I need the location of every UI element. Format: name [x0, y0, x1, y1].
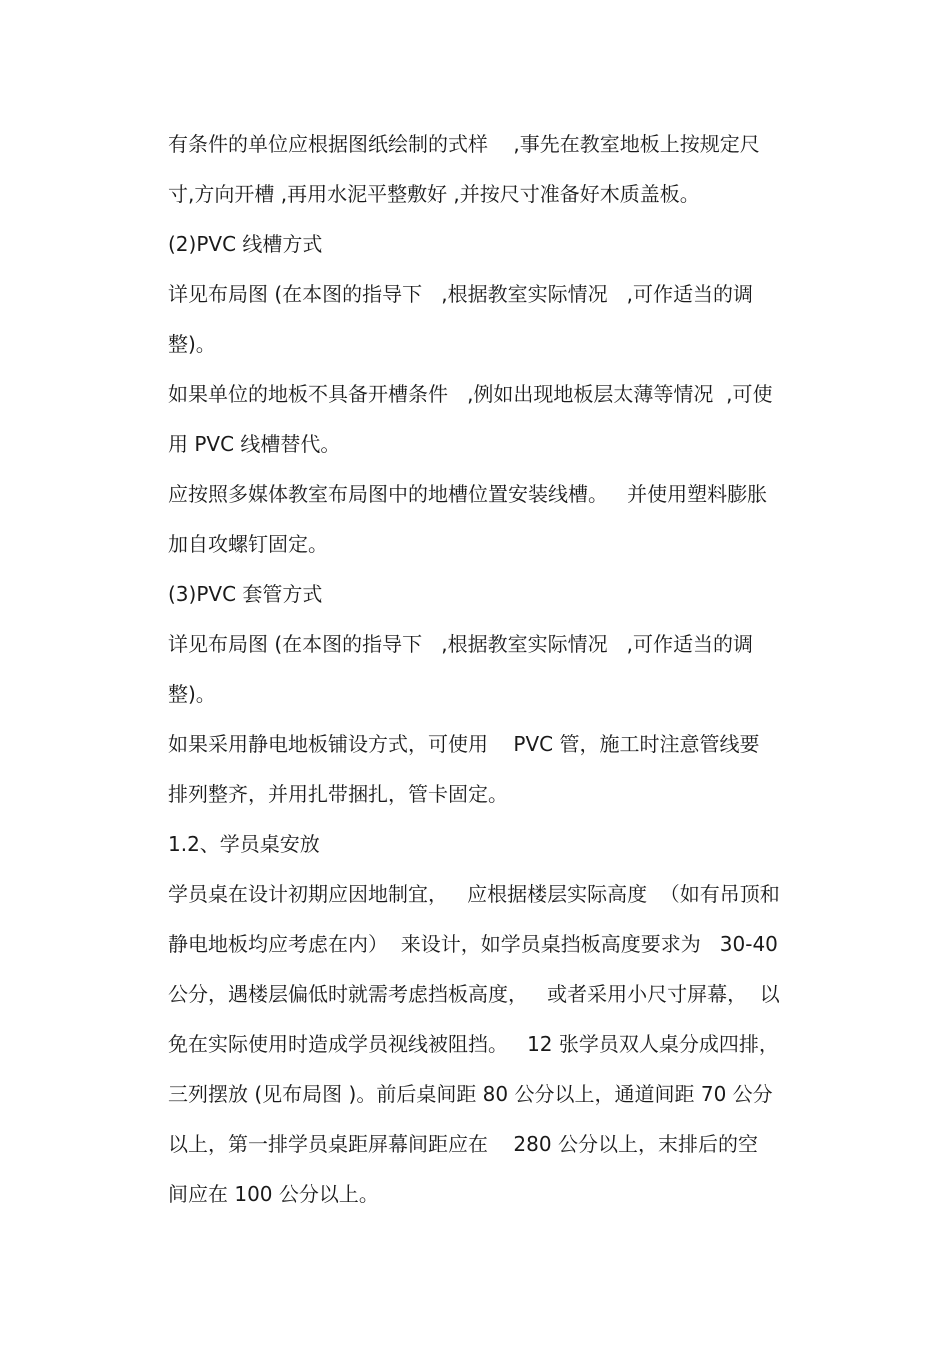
text-line: 详见布局图 (在本图的指导下 ,根据教室实际情况 ,可作适当的调 [168, 632, 754, 656]
text-line: 如果采用静电地板铺设方式，可使用 PVC 管，施工时注意管线要 [168, 732, 760, 756]
section-heading: (2)PVC 线槽方式 [168, 232, 323, 256]
section-heading: 1.2、学员桌安放 [168, 832, 320, 856]
text-line: 如果单位的地板不具备开槽条件 ,例如出现地板层太薄等情况 ,可使 [168, 382, 773, 406]
text-line: 用 PVC 线槽替代。 [168, 432, 341, 456]
text-line: 学员桌在设计初期应因地制宜， 应根据楼层实际高度 （如有吊顶和 [168, 882, 780, 906]
text-line: 加自攻螺钉固定。 [168, 532, 328, 556]
text-line: 有条件的单位应根据图纸绘制的式样 ,事先在教室地板上按规定尺 [168, 132, 760, 156]
text-line: 整)。 [168, 682, 216, 706]
text-line: 整)。 [168, 332, 216, 356]
text-line: 应按照多媒体教室布局图中的地槽位置安装线槽。 并使用塑料膨胀 [168, 482, 768, 506]
text-line: 间应在 100 公分以上。 [168, 1182, 379, 1206]
text-line: 三列摆放 (见布局图 )。前后桌间距 80 公分以上，通道间距 70 公分 [168, 1082, 773, 1106]
text-line: 排列整齐，并用扎带捆扎，管卡固定。 [168, 782, 508, 806]
text-line: 免在实际使用时造成学员视线被阻挡。 12 张学员双人桌分成四排， [168, 1032, 779, 1056]
text-line: 以上，第一排学员桌距屏幕间距应在 280 公分以上，末排后的空 [168, 1132, 758, 1156]
text-line: 静电地板均应考虑在内） 来设计，如学员桌挡板高度要求为 30-40 [168, 932, 778, 956]
text-line: 详见布局图 (在本图的指导下 ,根据教室实际情况 ,可作适当的调 [168, 282, 754, 306]
text-line: 寸,方向开槽 ,再用水泥平整敷好 ,并按尺寸准备好木质盖板。 [168, 182, 700, 206]
section-heading: (3)PVC 套管方式 [168, 582, 323, 606]
text-line: 公分，遇楼层偏低时就需考虑挡板高度， 或者采用小尺寸屏幕， 以 [168, 982, 780, 1006]
